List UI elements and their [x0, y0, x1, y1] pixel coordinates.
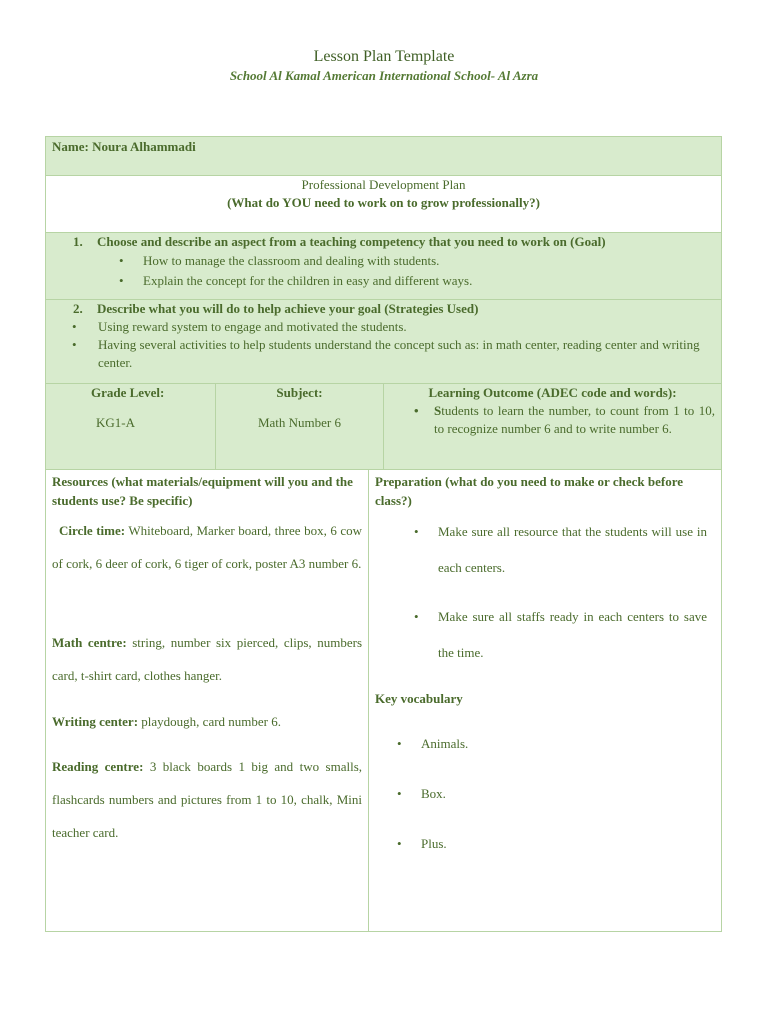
list-item [410, 402, 715, 438]
goal-row [46, 233, 721, 300]
grade-value: KG1-A [96, 415, 135, 430]
list-item: • Box. [397, 784, 468, 834]
strategies-number: 2. [73, 301, 83, 316]
math-centre-text: string, number six pierced, clips, numbers card, t-shirt card, clothes hanger. [52, 635, 363, 683]
resources-preparation-row [46, 470, 721, 931]
outcome-first-letter: S [434, 403, 442, 418]
reading-centre-paragraph [52, 750, 362, 849]
list-item: • Having several activities to help students understand the concept such as: in math center, reading center and writing center. [72, 336, 702, 372]
list-item: • Make sure all resource that the students will use in each centers. [414, 514, 707, 586]
reading-centre-text: 3 black boards 1 big and two smalls, flashcards numbers and pictures from 1 to 10, chalk, Mini teacher card. [52, 759, 363, 840]
pd-plan-heading: Professional Development Plan [301, 177, 466, 192]
list-item: • Animals. [397, 734, 468, 784]
list-item: • Make sure all staffs ready in each centers to save the time. [414, 599, 707, 671]
key-vocabulary-list [397, 734, 468, 884]
list-item: • Explain the concept for the children in easy and different ways. [119, 271, 472, 291]
list-item: • Using reward system to engage and motivated the students. [72, 318, 702, 336]
outcome-cell [384, 384, 721, 469]
strategies-row [46, 300, 721, 384]
document-title: Lesson Plan Template [313, 48, 455, 65]
goal-title [73, 233, 606, 251]
grade-label: Grade Level: [91, 385, 165, 400]
math-centre-paragraph [52, 626, 362, 692]
pd-plan-row [46, 176, 721, 233]
math-centre-label: Math centre: [52, 635, 127, 650]
preparation-header: Preparation (what do you need to make or check before class?) [375, 474, 684, 508]
teacher-name: Name: Noura Alhammadi [52, 139, 196, 154]
outcome-list [410, 402, 715, 438]
strategies-title [73, 300, 478, 318]
preparation-list [414, 514, 707, 586]
reading-centre-label: Reading centre: [52, 759, 144, 774]
grade-cell [46, 384, 216, 469]
strategies-title-text: Describe what you will do to help achieve your goal (Strategies Used) [97, 301, 479, 316]
subject-label: Subject: [276, 385, 323, 400]
writing-center-label: Writing center: [52, 714, 139, 729]
pd-plan-question: (What do YOU need to work on to grow professionally?) [227, 195, 540, 210]
document-subtitle: School Al Kamal American International School- Al Azra [229, 68, 539, 83]
outcome-text: tudents to learn the number, to count from 1 to 10, to recognize number 6 and to write number 6. [434, 403, 715, 436]
name-row [46, 137, 721, 176]
writing-center-text: playdough, card number 6. [141, 714, 282, 729]
list-item: • Plus. [397, 834, 468, 884]
writing-center-paragraph [52, 705, 362, 738]
list-item: • How to manage the classroom and dealing with students. [119, 251, 472, 271]
preparation-cell [369, 470, 721, 931]
goal-title-text: Choose and describe an aspect from a teaching competency that you need to work on (Goal) [97, 234, 606, 249]
subject-value: Math Number 6 [257, 415, 342, 430]
grade-subject-row [46, 384, 721, 470]
resources-header: Resources (what materials/equipment will you and the students use? Be specific) [52, 474, 353, 508]
circle-time-text: Whiteboard, Marker board, three box, 6 cow of cork, 6 deer of cork, 6 tiger of cork, poster A3 number 6. [52, 523, 363, 571]
goal-list [119, 251, 472, 291]
goal-number: 1. [73, 234, 83, 249]
strategies-list [72, 318, 702, 372]
preparation-list-2 [414, 599, 707, 671]
circle-time-paragraph [52, 514, 362, 580]
outcome-label: Learning Outcome (ADEC code and words): [428, 385, 677, 400]
lesson-plan-table [45, 136, 722, 932]
resources-cell [46, 470, 369, 931]
subject-cell [216, 384, 384, 469]
key-vocabulary-title: Key vocabulary [375, 691, 463, 706]
circle-time-label: Circle time: [59, 523, 126, 538]
